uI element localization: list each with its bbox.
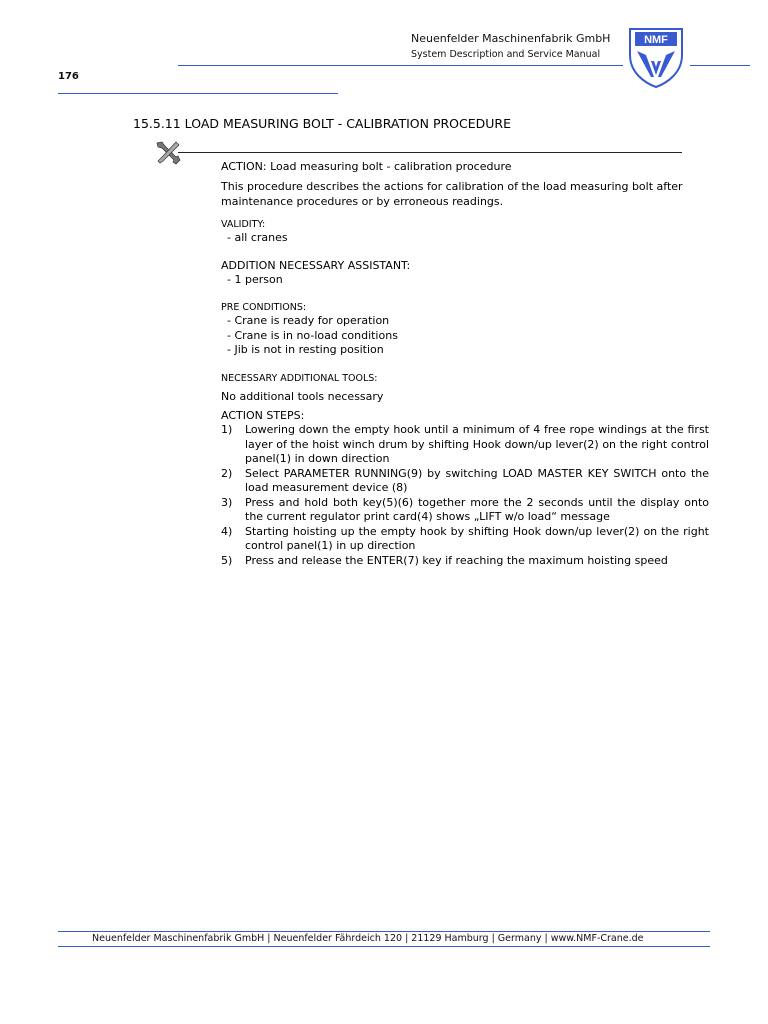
precondition-item: - Crane is ready for operation bbox=[227, 314, 390, 327]
step-text: Press and release the ENTER(7) key if reaching the maximum hoisting speed bbox=[245, 553, 668, 567]
description: This procedure describes the actions for calibration of the load measuring bolt after maintenance procedures or by erroneous readings. bbox=[221, 180, 683, 208]
step-text: Select PARAMETER RUNNING(9) by switching LOAD MASTER KEY SWITCH onto the load measurement device (8) bbox=[245, 466, 709, 494]
tools-text: No additional tools necessary bbox=[221, 390, 384, 403]
validity-item: - all cranes bbox=[227, 231, 288, 244]
action-text: Load measuring bolt - calibration procedure bbox=[270, 160, 512, 173]
step-number: 1) bbox=[221, 423, 233, 436]
precondition-item: - Jib is not in resting position bbox=[227, 343, 384, 356]
section-rule bbox=[178, 152, 682, 153]
footer-text: Neuenfelder Maschinenfabrik GmbH | Neuenfelder Fährdeich 120 | 21129 Hamburg | Germany | www.NMF-Crane.de bbox=[92, 933, 644, 944]
header-line-left bbox=[178, 65, 623, 66]
action-step bbox=[221, 496, 709, 525]
footer-line-top bbox=[58, 931, 710, 932]
validity-label: VALIDITY: bbox=[221, 219, 266, 230]
action-steps-list bbox=[221, 423, 709, 568]
manual-title: System Description and Service Manual bbox=[411, 49, 601, 60]
action-step bbox=[221, 467, 709, 496]
precondition-item: - Crane is in no-load conditions bbox=[227, 329, 398, 342]
step-number: 2) bbox=[221, 466, 233, 480]
footer-line-bottom bbox=[58, 946, 710, 947]
nmf-logo bbox=[627, 27, 685, 89]
page-number-underline bbox=[58, 93, 338, 94]
step-text: Press and hold both key(5)(6) together more the 2 seconds until the display onto the current regulator print card(4) shows „LIFT w/o load“ message bbox=[245, 495, 709, 523]
page-number: 176 bbox=[58, 71, 79, 82]
preconditions-label: PRE CONDITIONS: bbox=[221, 302, 307, 313]
step-number: 4) bbox=[221, 524, 233, 538]
step-text: Lowering down the empty hook until a minimum of 4 free rope windings at the first layer of the hoist winch drum by shifting Hook down/up lever(2) on the right control panel(1) in down direction bbox=[245, 423, 709, 465]
action-step bbox=[221, 525, 709, 554]
tools-label: NECESSARY ADDITIONAL TOOLS: bbox=[221, 373, 378, 384]
assistant-item: - 1 person bbox=[227, 273, 283, 286]
assistant-label: ADDITION NECESSARY ASSISTANT: bbox=[221, 259, 411, 272]
step-text: Starting hoisting up the empty hook by shifting Hook down/up lever(2) on the right control panel(1) in up direction bbox=[245, 524, 709, 552]
action-line bbox=[221, 160, 711, 175]
action-step bbox=[221, 554, 709, 569]
action-label: ACTION: bbox=[221, 160, 267, 173]
logo-text: NMF bbox=[644, 34, 668, 46]
company-name: Neuenfelder Maschinenfabrik GmbH bbox=[411, 32, 611, 45]
steps-label: ACTION STEPS: bbox=[221, 409, 305, 422]
action-step bbox=[221, 423, 709, 467]
section-title: 15.5.11 LOAD MEASURING BOLT - CALIBRATION PROCEDURE bbox=[133, 116, 511, 131]
header-line-right bbox=[690, 65, 750, 66]
step-number: 5) bbox=[221, 553, 233, 567]
step-number: 3) bbox=[221, 495, 233, 509]
tools-icon bbox=[154, 140, 182, 166]
